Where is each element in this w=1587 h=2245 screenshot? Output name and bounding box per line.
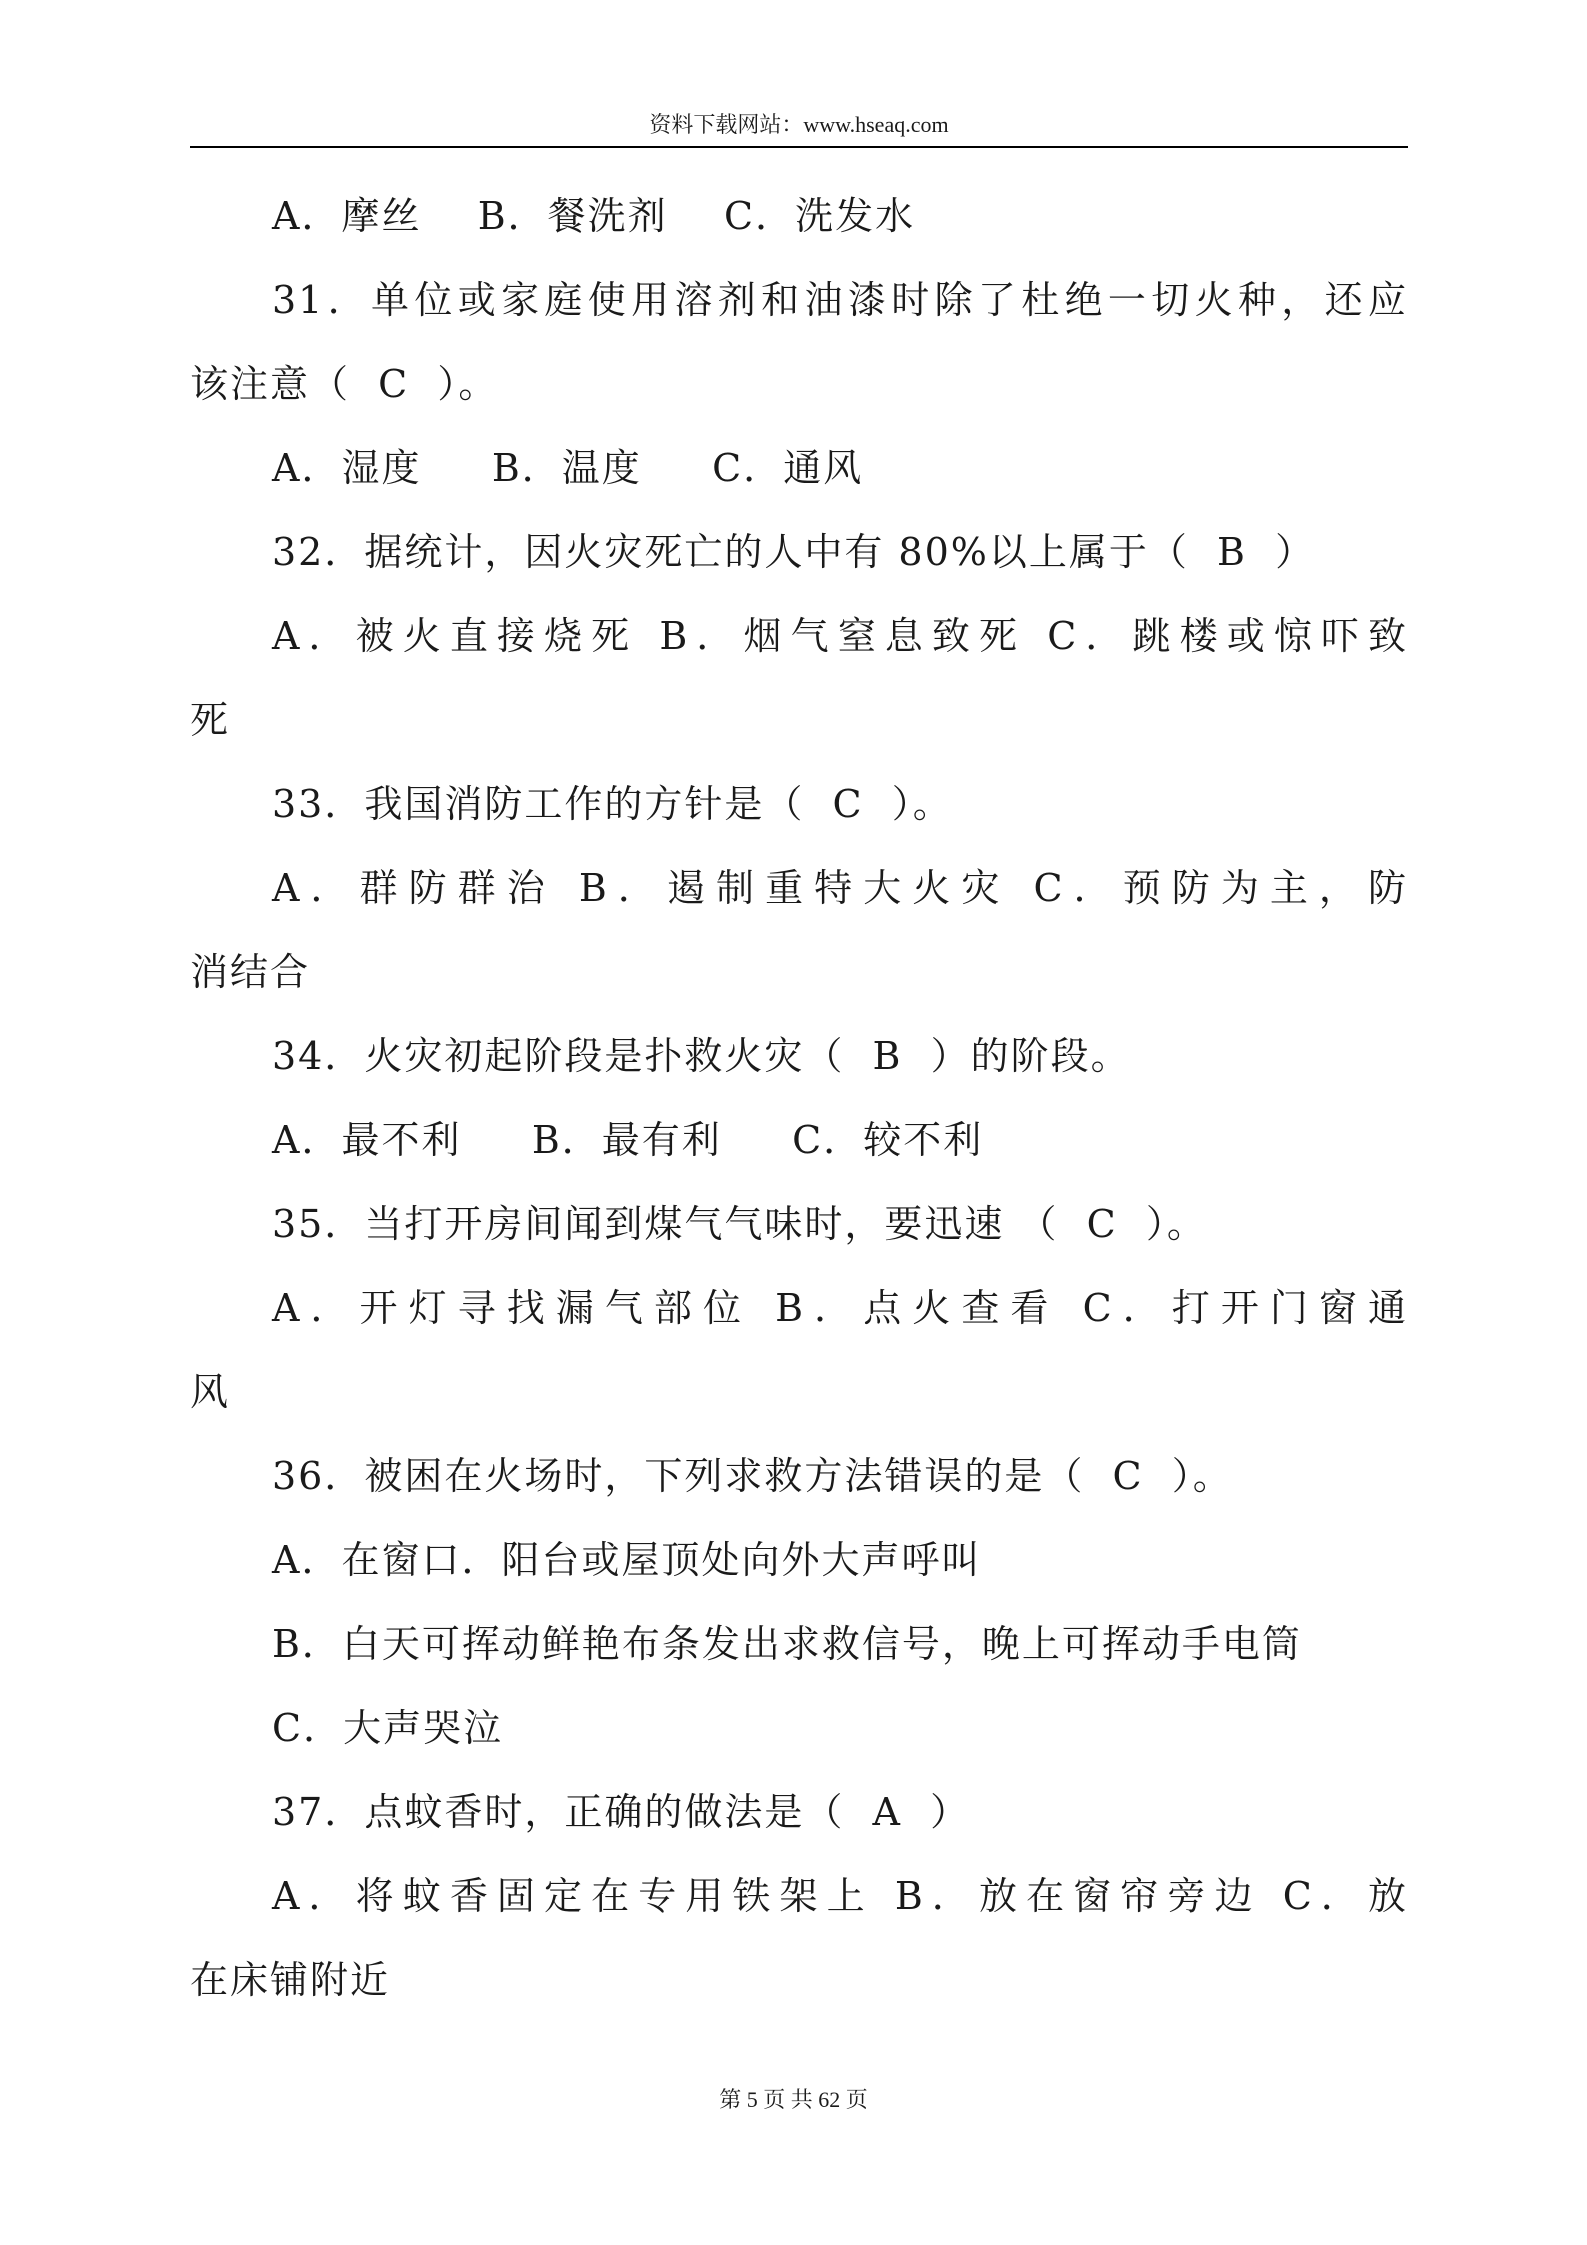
text-line: A．在窗口．阳台或屋顶处向外大声呼叫: [272, 1538, 982, 1582]
page-footer: 第 5 页 共 62 页: [719, 2087, 868, 2112]
text-line: 该注意（ C ）。: [190, 362, 499, 406]
text-line: 33．我国消防工作的方针是（ C ）。: [272, 782, 953, 826]
text-line: C．大声哭泣: [272, 1706, 504, 1750]
text-line: 37．点蚊香时，正确的做法是（ A ）: [272, 1790, 971, 1834]
text-line: 消结合: [190, 950, 311, 994]
text-line: 34．火灾初起阶段是扑救火灾（ B ）的阶段。: [272, 1034, 1131, 1078]
header-divider: [190, 146, 1408, 148]
text-line: A．最不利 B．最有利 C．较不利: [272, 1118, 984, 1162]
page-header: 资料下载网站：www.hseaq.com: [649, 112, 949, 137]
text-line: 31．单位或家庭使用溶剂和油漆时除了杜绝一切火种，还应: [272, 278, 1408, 322]
text-line: 风: [190, 1370, 231, 1414]
text-line: A．摩丝 B．餐洗剂 C．洗发水: [272, 194, 916, 238]
text-line: 32．据统计，因火灾死亡的人中有 80%以上属于（ B ）: [272, 530, 1316, 574]
text-line: B．白天可挥动鲜艳布条发出求救信号，晚上可挥动手电筒: [272, 1622, 1302, 1666]
text-line: A．开灯寻找漏气部位 B．点火查看 C．打开门窗通: [272, 1286, 1408, 1330]
text-line: A．将蚊香固定在专用铁架上 B．放在窗帘旁边 C．放: [272, 1874, 1408, 1918]
text-line: 死: [190, 698, 231, 742]
text-line: 在床铺附近: [190, 1958, 391, 2002]
text-line: A．被火直接烧死 B．烟气窒息致死 C．跳楼或惊吓致: [272, 614, 1408, 658]
text-line: A．群防群治 B．遏制重特大火灾 C．预防为主，防: [272, 866, 1408, 910]
text-line: 35．当打开房间闻到煤气气味时，要迅速 （ C ）。: [272, 1202, 1207, 1246]
document-body: [190, 182, 1408, 2030]
text-line: 36．被困在火场时，下列求救方法错误的是（ C ）。: [272, 1454, 1233, 1498]
text-line: A．湿度 B．温度 C．通风: [272, 446, 864, 490]
